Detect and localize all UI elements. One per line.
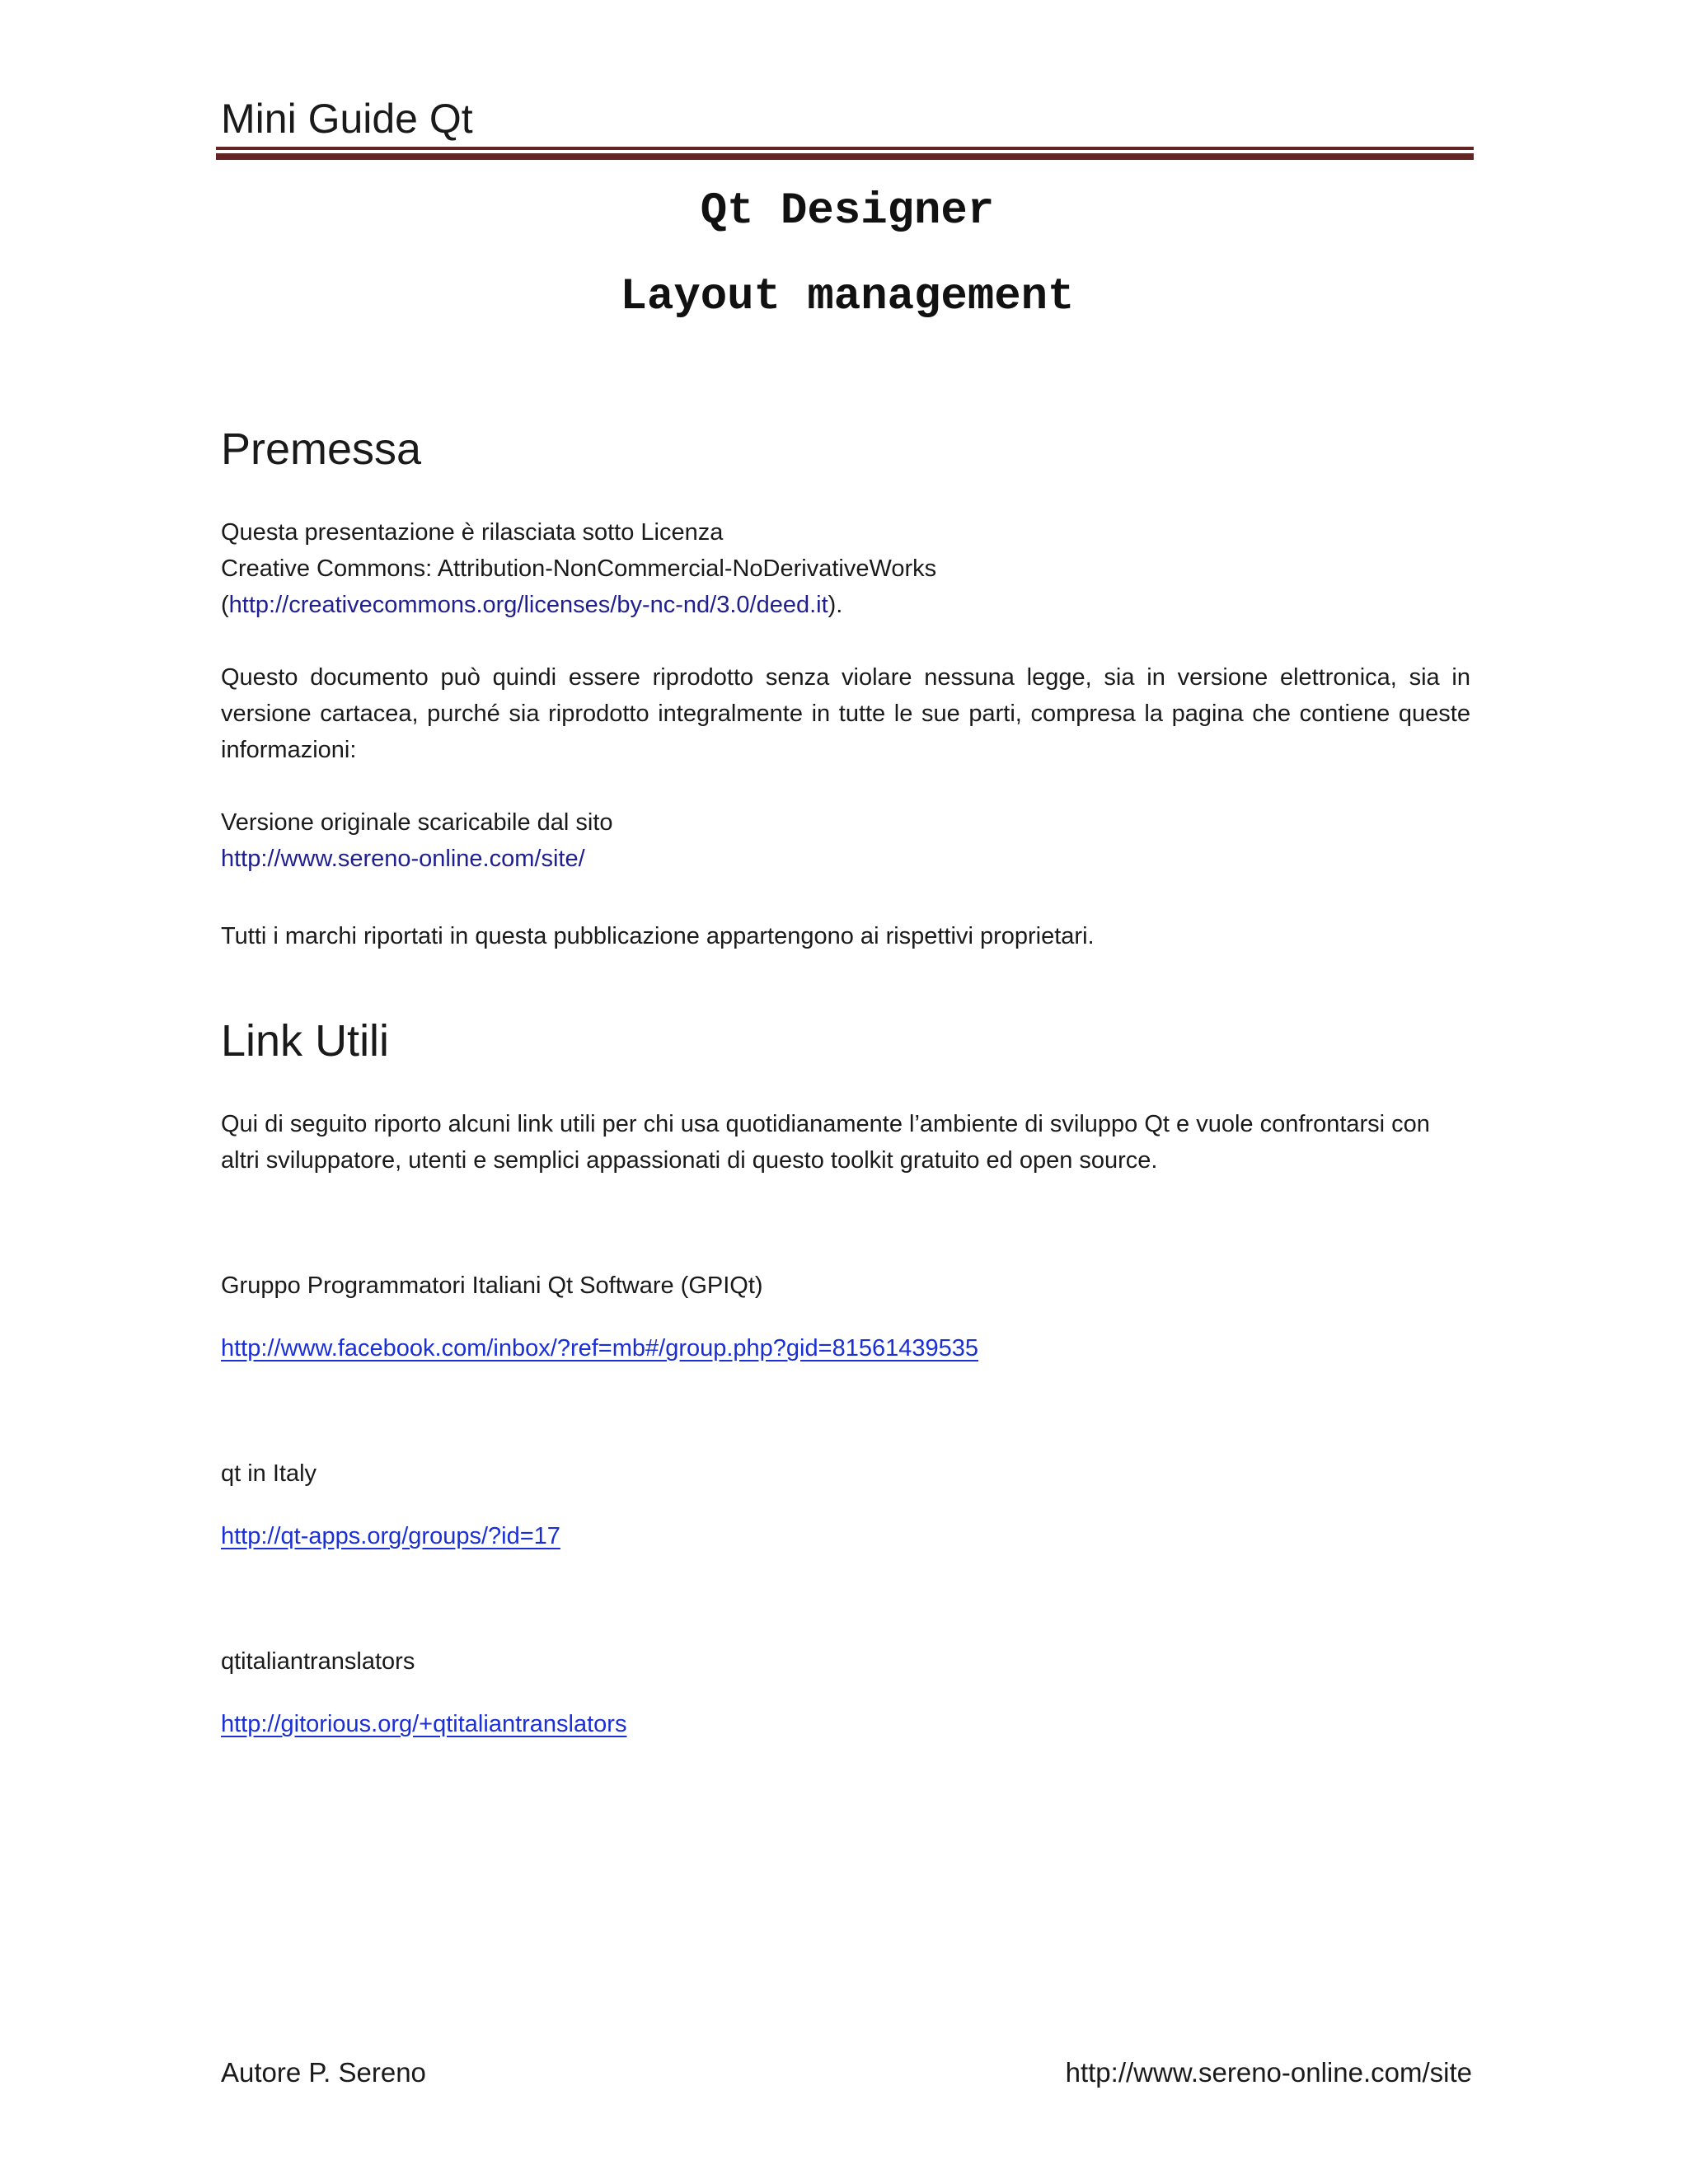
gitorious-link[interactable]: http://gitorious.org/+qtitaliantranslators — [221, 1711, 627, 1737]
section-heading-link-utili: Link Utili — [221, 1016, 390, 1066]
link-entry-qt-in-italy — [221, 1518, 1470, 1554]
footer-site: http://www.sereno-online.com/site — [1065, 2057, 1472, 2088]
link-entry-gpiqt — [221, 1330, 1470, 1366]
section-heading-premessa: Premessa — [221, 424, 422, 474]
link-label-gpiqt: Gruppo Programmatori Italiani Qt Software (GPIQt) — [221, 1272, 763, 1299]
license-line-1: Questa presentazione è rilasciata sotto Licenza — [221, 519, 724, 546]
download-link[interactable]: http://www.sereno-online.com/site/ — [221, 846, 585, 872]
trademarks-note: Tutti i marchi riportati in questa pubblicazione appartengono ai rispettivi proprietari. — [221, 923, 1095, 949]
link-entry-translators — [221, 1706, 1470, 1742]
license-block — [221, 514, 1470, 623]
license-line-2: Creative Commons: Attribution-NonCommercial-NoDerivativeWorks — [221, 555, 937, 582]
document-page — [221, 0, 1474, 2184]
qt-apps-group-link[interactable]: http://qt-apps.org/groups/?id=17 — [221, 1523, 560, 1549]
license-line-3 — [221, 587, 1470, 623]
link-label-qt-in-italy: qt in Italy — [221, 1460, 317, 1487]
facebook-group-link[interactable]: http://www.facebook.com/inbox/?ref=mb#/group.php?gid=81561439535 — [221, 1335, 978, 1361]
document-title: Qt Designer — [700, 186, 995, 237]
document-subtitle: Layout management — [620, 272, 1075, 322]
download-block — [221, 804, 1470, 877]
link-label-translators: qtitaliantranslators — [221, 1648, 415, 1675]
reproduction-paragraph: Questo documento può quindi essere riprodotto senza violare nessuna legge, sia in versione elettronica, sia in versione cartacea, purché sia riprodotto integralmente in tutte le sue parti, compresa la pagina che contiene queste informazioni: — [221, 664, 1470, 763]
license-open-paren: ( — [221, 592, 229, 618]
link-utili-intro: Qui di seguito riporto alcuni link utili per chi usa quotidianamente l’ambiente di sviluppo Qt e vuole confrontarsi con altri sviluppatore, utenti e semplici appassionati di questo toolkit gratuito ed open source. — [221, 1111, 1430, 1174]
download-label: Versione originale scaricabile dal sito — [221, 809, 613, 836]
footer-author: Autore P. Sereno — [221, 2057, 426, 2088]
license-close-paren: ). — [828, 592, 843, 618]
running-header-title: Mini Guide Qt — [221, 96, 473, 142]
header-rule — [216, 147, 1474, 160]
license-link[interactable]: http://creativecommons.org/licenses/by-nc-nd/3.0/deed.it — [228, 592, 828, 618]
